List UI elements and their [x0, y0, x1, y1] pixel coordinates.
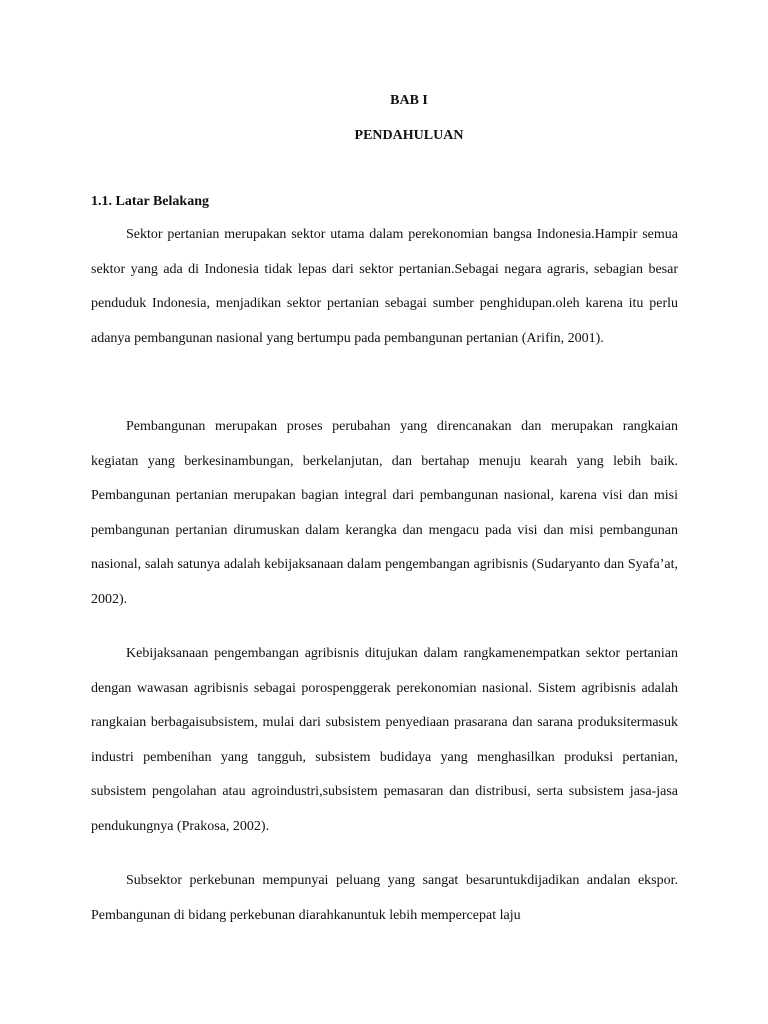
chapter-title: PENDAHULUAN: [354, 128, 464, 143]
chapter-heading: BAB I: [390, 93, 428, 108]
section-heading: 1.1. Latar Belakang: [91, 194, 209, 209]
paragraph: Sektor pertanian merupakan sektor utama dalam perekonomian bangsa Indonesia.Hampir semua sektor yang ada di Indonesia tidak lepas dari sektor pertanian.Sebagai negara agraris, sebagian besar penduduk Indonesia, menjadikan sektor pertanian sebagai sumber penghidupan.oleh karena itu perlu adanya pembangunan nasional yang bertumpu pada pembangunan pertanian (Arifin, 2001).: [91, 227, 678, 346]
paragraph: Kebijaksanaan pengembangan agribisnis ditujukan dalam rangkamenempatkan sektor pertanian dengan wawasan agribisnis sebagai porospenggerak perekonomian nasional. Sistem agribisnis adalah rangkaian berbagaisubsistem, mulai dari subsistem penyediaan prasarana dan sarana produksitermasuk industri pembenihan yang tangguh, subsistem budidaya yang menghasilkan produksi pertanian, subsistem pengolahan atau agroindustri,subsistem pemasaran dan distribusi, serta subsistem jasa-jasa pendukungnya (Prakosa, 2002).: [91, 646, 678, 834]
paragraph: Pembangunan merupakan proses perubahan yang direncanakan dan merupakan rangkaian kegiatan yang berkesinambungan, berkelanjutan, dan bertahap menuju kearah yang lebih baik. Pembangunan pertanian merupakan bagian integral dari pembangunan nasional, karena visi dan misi pembangunan pertanian dirumuskan dalam kerangka dan mengacu pada visi dan misi pembangunan nasional, salah satunya adalah kebijaksanaan dalam pengembangan agribisnis (Sudaryanto dan Syafa’at, 2002).: [91, 419, 678, 607]
paragraph: Subsektor perkebunan mempunyai peluang yang sangat besaruntukdijadikan andalan ekspor. Pembangunan di bidang perkebunan diarahkanuntuk lebih mempercepat laju: [91, 873, 678, 923]
